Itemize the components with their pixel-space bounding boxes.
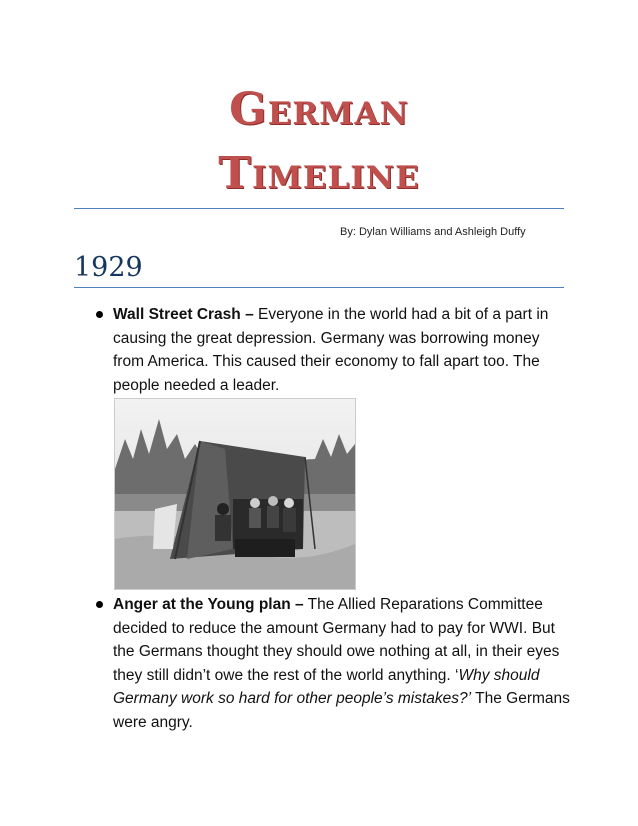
item-heading: Wall Street Crash – (113, 306, 254, 323)
bullet-icon (96, 601, 103, 608)
item-text: Everyone in the world had a bit of a part in causing the great depression. Germany was borrowing money from America. This caused their economy to fall apart too. The people needed a leader. (113, 306, 549, 394)
list-item-young-plan (113, 593, 573, 734)
list-item-wall-street-crash (113, 303, 573, 397)
title-line-2: Timeline (218, 148, 420, 199)
section-divider (74, 287, 564, 288)
depression-era-family-photo (114, 398, 356, 590)
title-line-1: German (229, 84, 409, 135)
byline: By: Dylan Williams and Ashleigh Duffy (340, 226, 526, 238)
item-quote: Why should Germany work so hard for other people’s mistakes?’ (113, 666, 540, 707)
bullet-icon (96, 311, 103, 318)
item-heading: Anger at the Young plan – (113, 596, 304, 613)
section-heading-year: 1929 (74, 252, 143, 283)
title-divider (74, 208, 564, 209)
item-text: The Allied Reparations Committee decided to reduce the amount Germany had to pay for WWI. But the Germans thought they should owe nothing at all, in their eyes they still didn’t owe the rest of the world anything. ‘ (113, 596, 560, 684)
item-text-after: The Germans were angry. (113, 690, 570, 731)
